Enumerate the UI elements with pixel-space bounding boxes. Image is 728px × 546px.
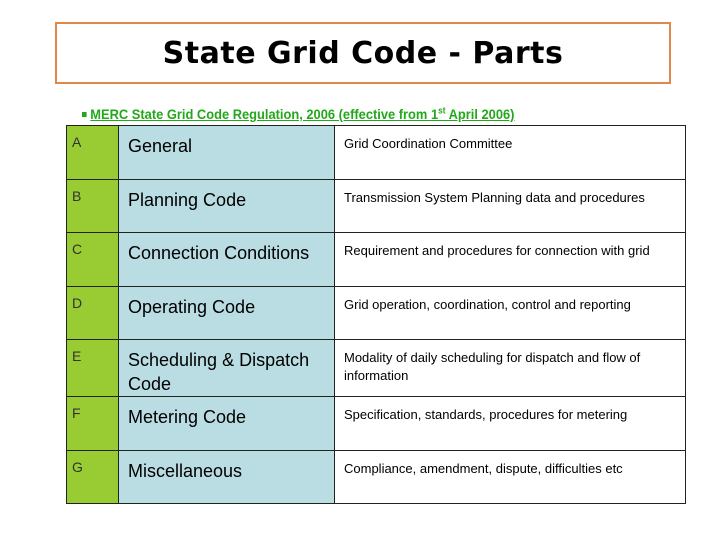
- part-name: Miscellaneous: [119, 450, 335, 504]
- subtitle: [82, 106, 514, 122]
- grid-code-parts-table: [66, 125, 686, 504]
- table-row: [67, 340, 686, 397]
- part-name: Planning Code: [119, 179, 335, 233]
- title-box: [55, 22, 671, 84]
- part-description: Specification, standards, procedures for metering: [335, 397, 686, 451]
- bullet-icon: [82, 112, 87, 117]
- table-row: [67, 126, 686, 180]
- part-description: Transmission System Planning data and procedures: [335, 179, 686, 233]
- subtitle-text: MERC State Grid Code Regulation, 2006 (effective from 1st April 2006): [90, 105, 515, 122]
- part-description: Grid operation, coordination, control and reporting: [335, 286, 686, 340]
- part-letter: C: [67, 233, 119, 287]
- part-letter: A: [67, 126, 119, 180]
- part-description: Compliance, amendment, dispute, difficulties etc: [335, 450, 686, 504]
- part-name: Scheduling & Dispatch Code: [119, 340, 335, 397]
- table-row: [67, 233, 686, 287]
- table-row: [67, 286, 686, 340]
- table-row: [67, 179, 686, 233]
- part-description: Modality of daily scheduling for dispatch and flow of information: [335, 340, 686, 397]
- part-name: Metering Code: [119, 397, 335, 451]
- part-letter: E: [67, 340, 119, 397]
- part-description: Grid Coordination Committee: [335, 126, 686, 180]
- part-name: General: [119, 126, 335, 180]
- page-title: State Grid Code - Parts: [162, 35, 564, 71]
- part-name: Operating Code: [119, 286, 335, 340]
- part-name: Connection Conditions: [119, 233, 335, 287]
- part-letter: G: [67, 450, 119, 504]
- table-row: [67, 450, 686, 504]
- part-letter: D: [67, 286, 119, 340]
- part-description: Requirement and procedures for connection with grid: [335, 233, 686, 287]
- table-row: [67, 397, 686, 451]
- part-letter: F: [67, 397, 119, 451]
- part-letter: B: [67, 179, 119, 233]
